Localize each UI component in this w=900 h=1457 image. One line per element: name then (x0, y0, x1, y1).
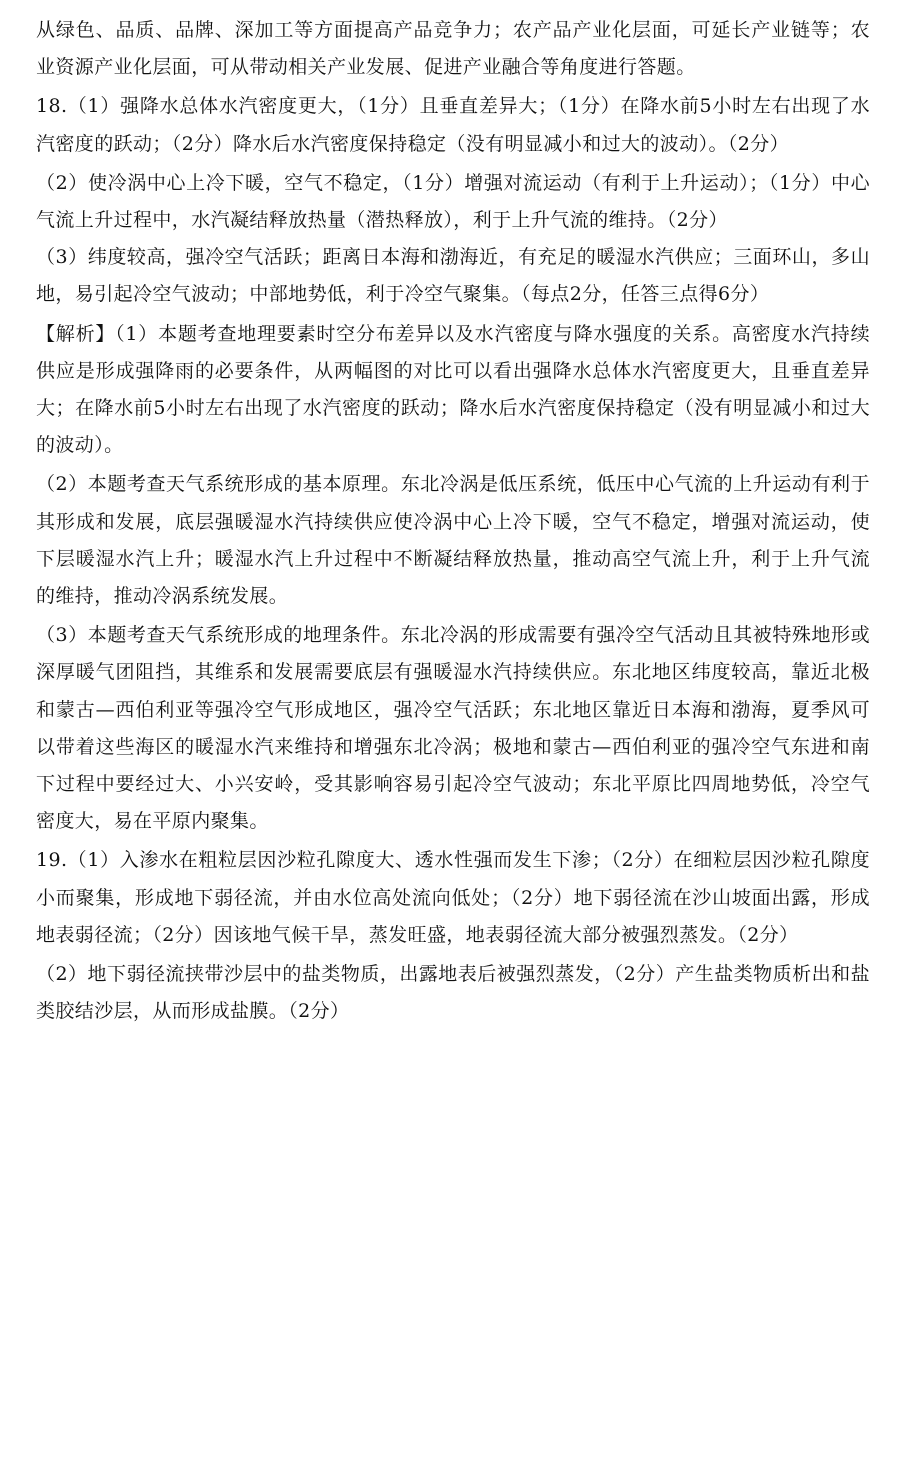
paragraph-17-continuation: 从绿色、品质、品牌、深加工等方面提高产品竞争力；农产品产业化层面，可延长产业链等；农业资源产业化层面，可从带动相关产业发展、促进产业融合等角度进行答题。 (36, 19, 870, 79)
answer-page (36, 12, 870, 1432)
paragraph-analysis-2: （2）本题考查天气系统形成的基本原理。东北冷涡是低压系统，低压中心气流的上升运动有利于其形成和发展，底层强暖湿水汽持续供应使冷涡中心上冷下暖，空气不稳定，增强对流运动，使下层暖湿水汽上升；暖湿水汽上升过程中不断凝结释放热量，推动高空气流上升，利于上升气流的维持，推动冷涡系统发展。 (36, 473, 870, 608)
paragraph-18-part-1: 18.（1）强降水总体水汽密度更大，（1分）且垂直差异大；（1分）在降水前5小时左右出现了水汽密度的跃动；（2分）降水后水汽密度保持稳定（没有明显减小和过大的波动）。（2分） (36, 95, 870, 155)
paragraph-analysis-3: （3）本题考查天气系统形成的地理条件。东北冷涡的形成需要有强冷空气活动且其被特殊地形或深厚暖气团阻挡，其维系和发展需要底层有强暖湿水汽持续供应。东北地区纬度较高，靠近北极和蒙古—西伯利亚等强冷空气形成地区，强冷空气活跃；东北地区靠近日本海和渤海，夏季风可以带着这些海区的暖湿水汽来维持和增强东北冷涡；极地和蒙古—西伯利亚的强冷空气东进和南下过程中要经过大、小兴安岭，受其影响容易引起冷空气波动；东北平原比四周地势低，冷空气密度大，易在平原内聚集。 (36, 624, 870, 833)
paragraph-18-part-2: （2）使冷涡中心上冷下暖，空气不稳定，（1分）增强对流运动（有利于上升运动）；（1分）中心气流上升过程中，水汽凝结释放热量（潜热释放），利于上升气流的维持。（2分） (36, 171, 870, 232)
paragraph-18-part-3: （3）纬度较高，强冷空气活跃；距离日本海和渤海近，有充足的暖湿水汽供应；三面环山，多山地，易引起冷空气波动；中部地势低，利于冷空气聚集。（每点2分，任答三点得6分） (36, 246, 870, 306)
paragraph-analysis-1: 【解析】（1）本题考查地理要素时空分布差异以及水汽密度与降水强度的关系。高密度水汽持续供应是形成强降雨的必要条件，从两幅图的对比可以看出强降水总体水汽密度更大，且垂直差异大；在降水前5小时左右出现了水汽密度的跃动；降水后水汽密度保持稳定（没有明显减小和过大的波动）。 (36, 322, 870, 457)
paragraph-19-part-1: 19.（1）入渗水在粗粒层因沙粒孔隙度大、透水性强而发生下渗；（2分）在细粒层因沙粒孔隙度小而聚集，形成地下弱径流，并由水位高处流向低处；（2分）地下弱径流在沙山坡面出露，形成地表弱径流；（2分）因该地气候干旱，蒸发旺盛，地表弱径流大部分被强烈蒸发。（2分） (36, 849, 870, 946)
paragraph-19-part-2: （2）地下弱径流挟带沙层中的盐类物质，出露地表后被强烈蒸发，（2分）产生盐类物质析出和盐类胶结沙层，从而形成盐膜。（2分） (36, 963, 870, 1023)
